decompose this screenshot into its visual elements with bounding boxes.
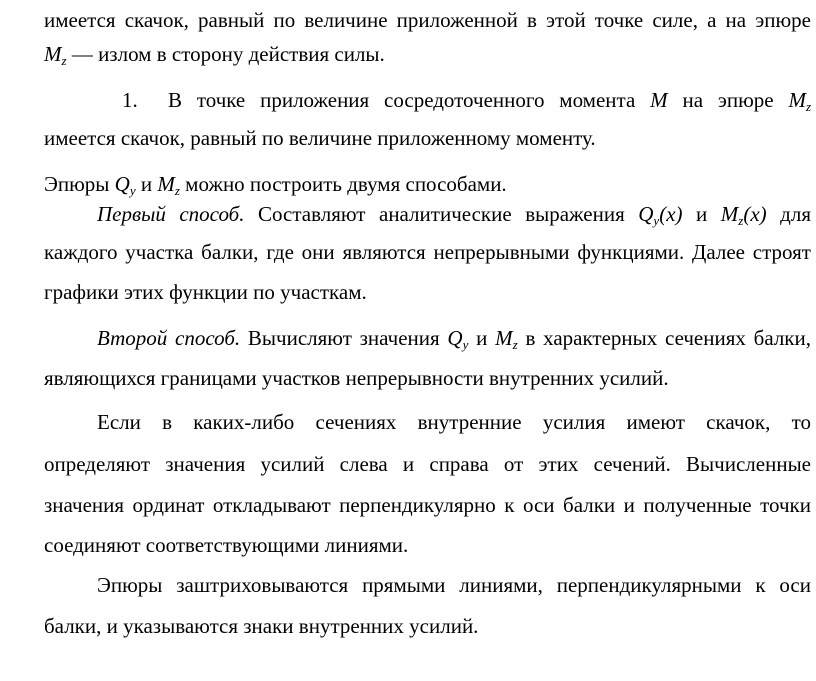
text-fragment: и — [468, 326, 496, 350]
text-line-11: Если в каких-либо сечениях внутренние усилия имеют скачок, то — [97, 410, 811, 434]
symbol-m: M — [157, 172, 175, 196]
text-fragment: на эпюре — [667, 88, 789, 112]
subscript-y: y — [129, 183, 136, 198]
symbol-m: M — [720, 202, 739, 226]
text-line-7: каждого участка балки, где они являются непрерывными функциями. Далее строят — [44, 240, 811, 264]
subscript-y: y — [653, 213, 660, 228]
text-line-13: значения ординат откладывают перпендикулярно к оси балки и полученные точки — [44, 493, 811, 517]
text-line-10: являющихся границами участков непрерывности внутренних усилий. — [44, 366, 669, 390]
text-fragment: в характерных сечениях балки, — [517, 326, 811, 350]
subscript-z: z — [61, 53, 67, 68]
symbol-q: Q — [447, 326, 463, 350]
argument-x: (x) — [659, 202, 683, 226]
text-line-1: имеется скачок, равный по величине приложенной в этой точке силе, а на эпюре — [44, 8, 811, 32]
subscript-z: z — [738, 213, 744, 228]
text-fragment: для — [766, 202, 811, 226]
list-item-text — [168, 88, 811, 112]
text-line-12: определяют значения усилий слева и справа от этих сечений. Вычисленные — [44, 452, 811, 476]
subscript-z: z — [512, 337, 518, 352]
text-line-16: балки, и указываются знаки внутренних усилий. — [44, 614, 479, 638]
method-label-first: Первый способ. — [97, 202, 245, 226]
text-fragment: Эпюры — [44, 172, 115, 196]
symbol-m: M — [44, 42, 62, 66]
text-line-8: графики этих функции по участкам. — [44, 280, 367, 304]
symbol-q: Q — [638, 202, 654, 226]
symbol-m: M — [788, 88, 806, 112]
subscript-z: z — [805, 99, 811, 114]
method-label-second: Второй способ. — [97, 326, 241, 350]
text-fragment: В точке приложения сосредоточенного момента — [168, 88, 651, 112]
symbol-q: Q — [114, 172, 130, 196]
text-line-6 — [97, 202, 811, 226]
subscript-z: z — [174, 183, 180, 198]
text-line-5 — [44, 172, 811, 196]
text-line-2 — [44, 42, 811, 66]
text-fragment: Составляют аналитические выражения — [244, 202, 639, 226]
text-line-14: соединяют соответствующими линиями. — [44, 533, 409, 557]
text-line-4: имеется скачок, равный по величине приложенному моменту. — [44, 126, 596, 150]
subscript-y: y — [462, 337, 469, 352]
text-line-9 — [97, 326, 811, 350]
symbol-m: M — [495, 326, 513, 350]
text-fragment: можно построить двумя способами. — [179, 172, 507, 196]
text-line-15: Эпюры заштриховываются прямыми линиями, перпендикулярными к оси — [97, 573, 811, 597]
text-fragment: Вычисляют значения — [240, 326, 448, 350]
list-item-number: 1. — [122, 88, 138, 112]
text-fragment: и — [135, 172, 158, 196]
symbol-m: M — [650, 88, 668, 112]
text-fragment: — излом в сторону действия силы. — [66, 42, 385, 66]
argument-x: (x) — [743, 202, 767, 226]
text-fragment: и — [682, 202, 721, 226]
